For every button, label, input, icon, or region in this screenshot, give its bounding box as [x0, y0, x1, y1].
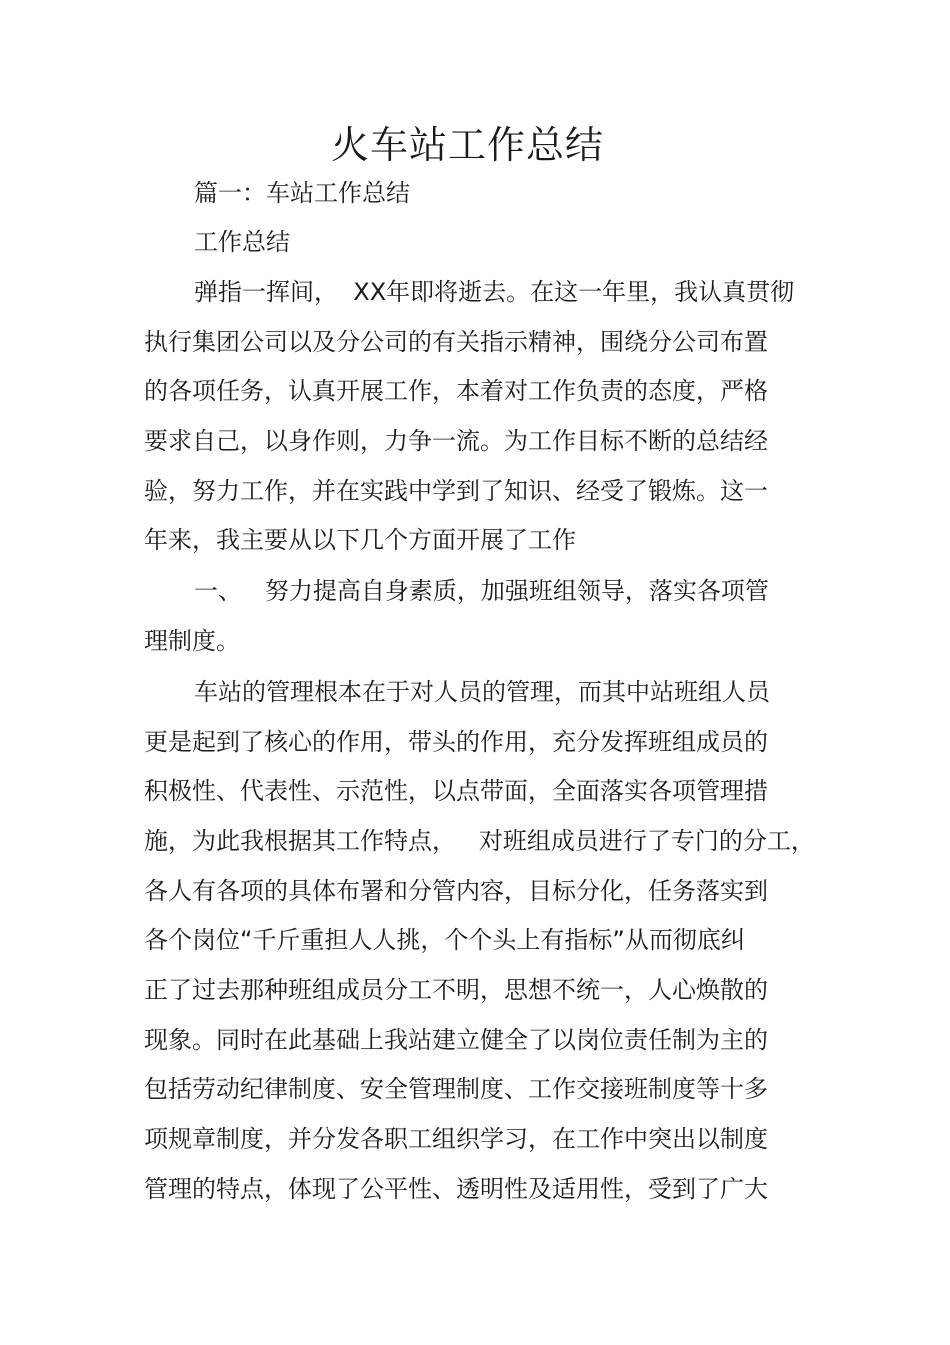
- section-heading: 篇一：车站工作总结: [194, 179, 410, 207]
- paragraph-line: 管理的特点，体现了公平性、透明性及适用性，受到了广大: [144, 1175, 768, 1203]
- paragraph-line: 各个岗位“千斤重担人人挑，个个头上有指标”从而彻底纠: [144, 926, 745, 954]
- paragraph-line: 要求自己，以身作则，力争一流。为工作目标不断的总结经: [144, 427, 768, 455]
- paragraph-line: 项规章制度，并分发各职工组织学习，在工作中突出以制度: [144, 1125, 768, 1153]
- document-title: 火车站工作总结: [330, 123, 604, 167]
- paragraph-line: 年来，我主要从以下几个方面开展了工作: [144, 526, 576, 554]
- paragraph-line: 的各项任务，认真开展工作，本着对工作负责的态度，严格: [144, 377, 768, 405]
- subheading: 工作总结: [194, 228, 290, 256]
- paragraph-line: 车站的管理根本在于对人员的管理，而其中站班组人员: [194, 678, 770, 706]
- paragraph-line: 执行集团公司以及分公司的有关指示精神，围绕分公司布置: [144, 328, 768, 356]
- paragraph-line: 积极性、代表性、示范性，以点带面，全面落实各项管理措: [144, 777, 768, 805]
- paragraph-line: 各人有各项的具体布署和分管内容，目标分化，任务落实到: [144, 877, 768, 905]
- paragraph-line: 验，努力工作，并在实践中学到了知识、经受了锻炼。这一: [144, 477, 768, 505]
- paragraph-line: 现象。同时在此基础上我站建立健全了以岗位责任制为主的: [144, 1026, 768, 1054]
- numbered-heading: 一、 努力提高自身素质，加强班组领导，落实各项管: [194, 577, 769, 605]
- paragraph-line: 弹指一挥间， XX年即将逝去。在这一年里，我认真贯彻: [194, 278, 795, 306]
- paragraph-line: 包括劳动纪律制度、安全管理制度、工作交接班制度等十多: [144, 1075, 768, 1103]
- paragraph-line: 更是起到了核心的作用，带头的作用，充分发挥班组成员的: [144, 728, 768, 756]
- paragraph-line: 正了过去那种班组成员分工不明，思想不统一，人心焕散的: [144, 976, 768, 1004]
- paragraph-line: 施，为此我根据其工作特点， 对班组成员进行了专门的分工，: [144, 827, 815, 855]
- paragraph-line: 理制度。: [144, 627, 240, 655]
